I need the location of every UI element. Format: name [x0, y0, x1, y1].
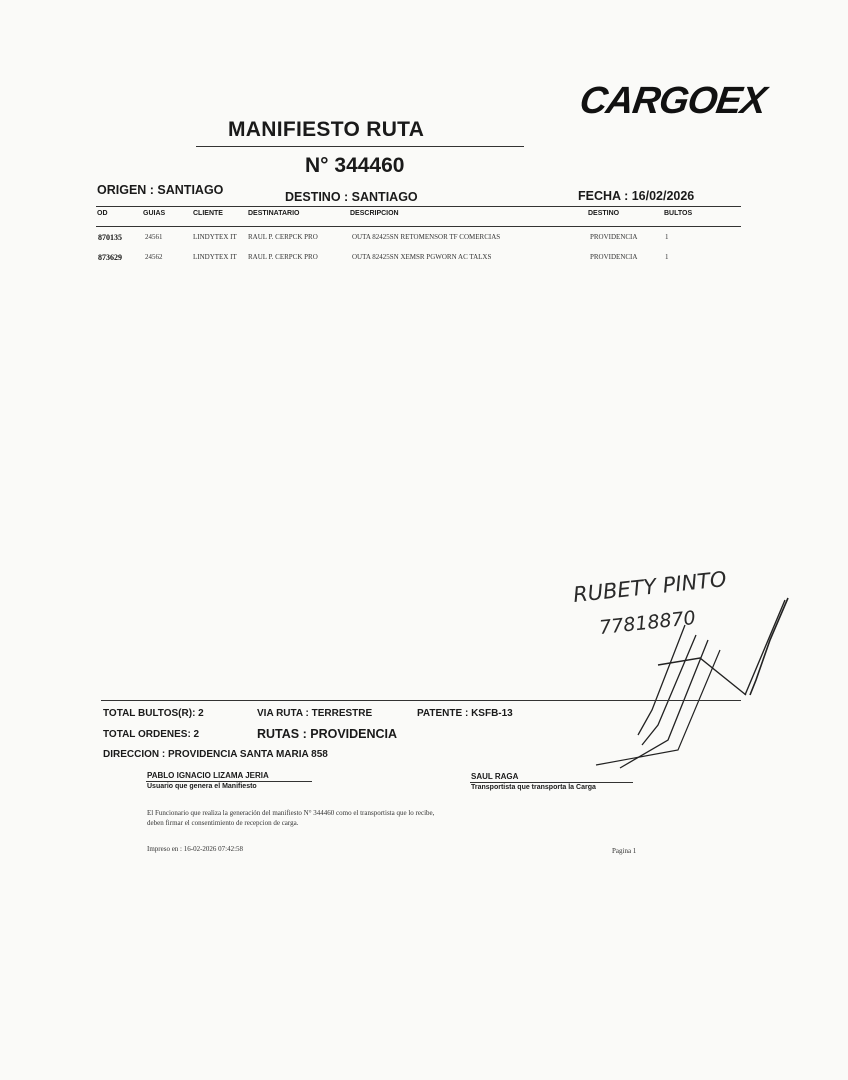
table-row — [0, 233, 848, 245]
row-destino: PROVIDENCIA — [590, 253, 638, 261]
row-bultos: 1 — [665, 233, 669, 241]
cargoex-logo — [577, 80, 769, 122]
row-guia: 24561 — [145, 233, 163, 241]
row-guia: 24562 — [145, 253, 163, 261]
table-row — [0, 253, 848, 265]
manifest-number: N° 344460 — [305, 154, 405, 177]
total-ordenes: TOTAL ORDENES: 2 — [103, 729, 200, 740]
logo-text: CARGOEX — [577, 80, 769, 122]
signature-name: RUBETY PINTO — [572, 567, 728, 607]
row-od: 873629 — [98, 253, 122, 262]
user-signature-line — [146, 781, 312, 782]
row-od: 870135 — [98, 233, 122, 242]
note-line-1: El Funcionario que realiza la generación del manifiesto N° 344460 como el transportista que lo recibe, — [147, 809, 435, 817]
col-descripcion: DESCRIPCION — [350, 210, 399, 217]
patente: PATENTE : KSFB-13 — [417, 708, 513, 719]
signature-id: 77818870 — [598, 606, 697, 639]
row-destinatario: RAUL P. CERPCK PRO — [248, 253, 318, 261]
row-descripcion: OUTA 82425SN RETOMENSOR TF COMERCIAS — [352, 233, 501, 241]
table-top-rule — [96, 206, 741, 207]
row-cliente: LINDYTEX IT — [193, 233, 237, 241]
printed-timestamp: Impreso en : 16-02-2026 07:42:58 — [147, 845, 244, 853]
direccion: DIRECCION : PROVIDENCIA SANTA MARIA 858 — [103, 749, 328, 760]
col-destino: DESTINO — [588, 210, 620, 217]
col-od: OD — [97, 210, 108, 217]
user-role: Usuario que genera el Manifiesto — [147, 783, 257, 790]
col-destinatario: DESTINATARIO — [248, 210, 300, 217]
handwritten-signature — [560, 560, 800, 780]
row-destinatario: RAUL P. CERPCK PRO — [248, 233, 318, 241]
row-destino: PROVIDENCIA — [590, 233, 638, 241]
col-cliente: CLIENTE — [193, 210, 223, 217]
total-bultos: TOTAL BULTOS(R): 2 — [103, 708, 204, 719]
row-cliente: LINDYTEX IT — [193, 253, 237, 261]
rutas: RUTAS : PROVIDENCIA — [257, 727, 398, 741]
row-descripcion: OUTA 82425SN XEMSR PGWORN AC TALXS — [352, 253, 492, 261]
carrier-role: Transportista que transporta la Carga — [471, 784, 596, 791]
note-line-2: deben firmar el consentimiento de recepcion de carga. — [147, 819, 299, 827]
title-underline — [196, 146, 524, 147]
date-label: FECHA : 16/02/2026 — [578, 189, 695, 203]
footer-rule — [101, 700, 741, 701]
carrier-signature-line — [470, 782, 633, 783]
carrier-name: SAUL RAGA — [471, 772, 519, 781]
col-guias: GUIAS — [143, 210, 166, 217]
document-title: MANIFIESTO RUTA — [228, 118, 425, 141]
origin-label: ORIGEN : SANTIAGO — [97, 183, 224, 197]
col-bultos: BULTOS — [664, 210, 693, 217]
user-name: PABLO IGNACIO LIZAMA JERIA — [147, 771, 269, 780]
destination-label: DESTINO : SANTIAGO — [285, 190, 418, 204]
via-ruta: VIA RUTA : TERRESTRE — [257, 708, 373, 719]
table-header-rule — [96, 226, 741, 227]
row-bultos: 1 — [665, 253, 669, 261]
page-number: Pagina 1 — [612, 847, 637, 855]
